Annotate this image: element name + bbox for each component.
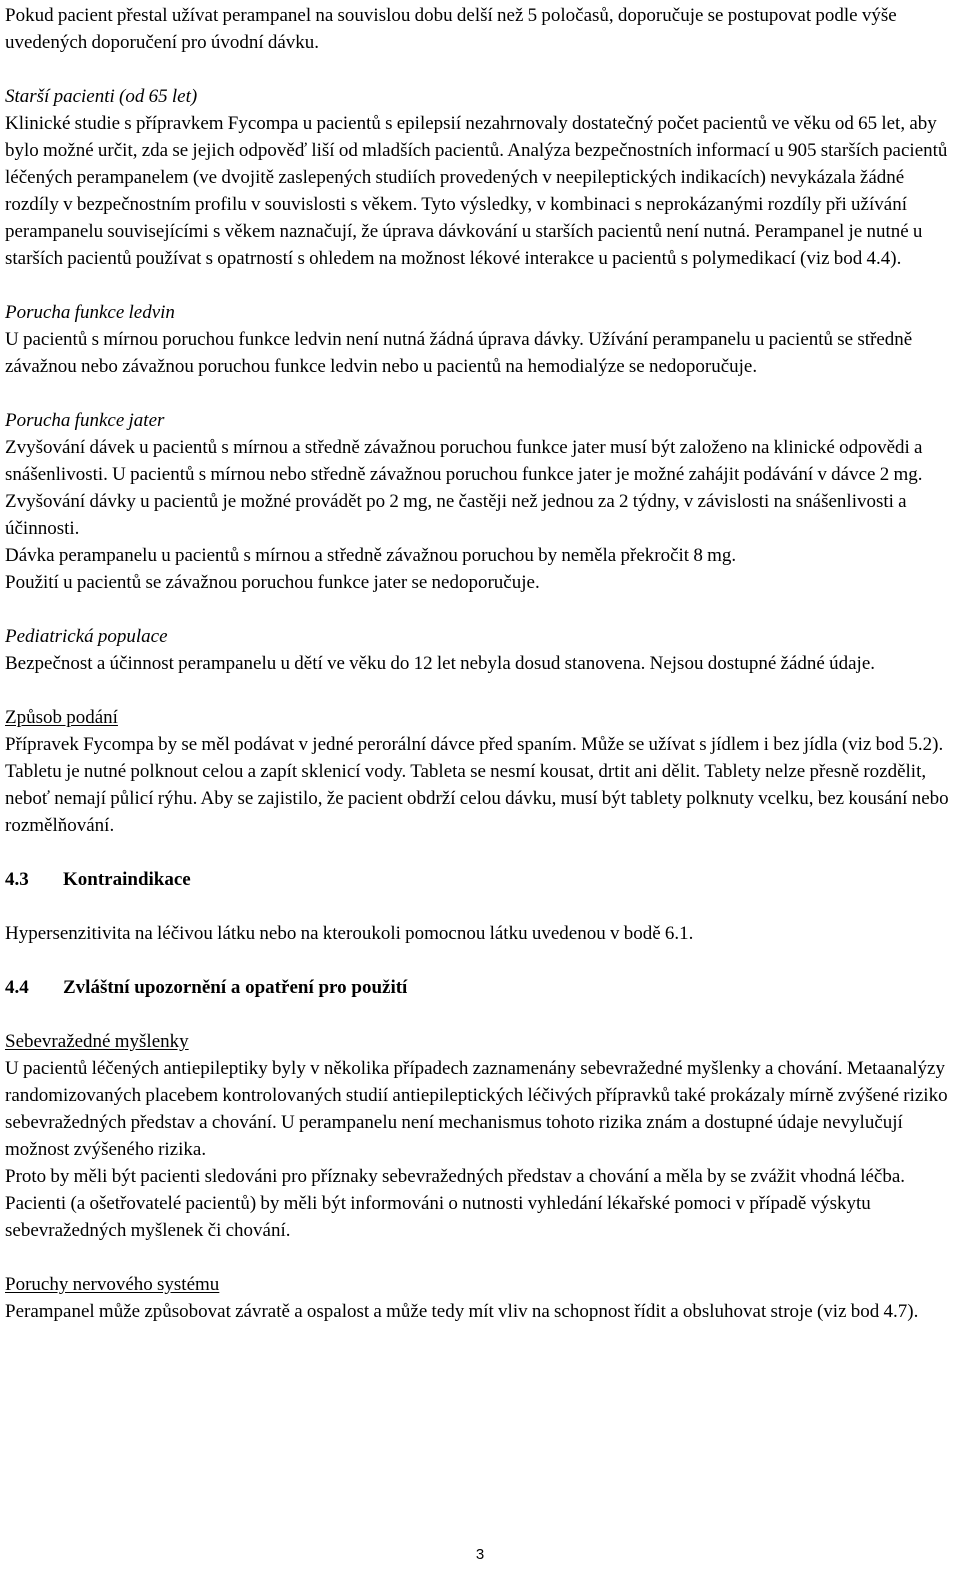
renal-heading: Porucha funkce ledvin: [5, 302, 175, 323]
pediatric-paragraph: Bezpečnost a účinnost perampanelu u dětí ve věku do 12 let nebyla dosud stanovena. Nejsou dostupné žádné údaje.: [5, 653, 875, 674]
spacer: [5, 380, 953, 407]
spacer: [5, 272, 953, 299]
hepatic-paragraph-3: Použití u pacientů se závažnou poruchou funkce jater se nedoporučuje.: [5, 572, 540, 593]
spacer: [5, 56, 953, 83]
spacer: [5, 1244, 953, 1271]
page-number: 3: [475, 1546, 485, 1563]
section-number: 4.4: [5, 977, 29, 998]
hepatic-heading: Porucha funkce jater: [5, 410, 165, 431]
section-number: 4.3: [5, 869, 29, 890]
elderly-heading: Starší pacienti (od 65 let): [5, 86, 198, 107]
spacer: [5, 947, 953, 974]
contraindication-paragraph: Hypersenzitivita na léčivou látku nebo na kteroukoli pomocnou látku uvedenou v bodě 6.1.: [5, 923, 694, 944]
section-4-3-heading: [5, 866, 953, 893]
section-title: Kontraindikace: [63, 869, 191, 890]
spacer: [5, 839, 953, 866]
suicidal-paragraph-2: Proto by měli být pacienti sledováni pro příznaky sebevražedných představ a chování a měla by se zvážit vhodná léčba. Pacienti (a ošetřovatelé pacientů) by měli být informováni o nutnosti vyhledání lékařské pomoci v případě výskytu sebevražedných myšlenek či chování.: [5, 1166, 906, 1241]
hepatic-paragraph-2: Dávka perampanelu u pacientů s mírnou a středně závažnou poruchou by neměla překročit 8 mg.: [5, 545, 737, 566]
spacer: [5, 596, 953, 623]
document-page: [5, 2, 953, 1325]
spacer: [5, 677, 953, 704]
hepatic-paragraph-1: Zvyšování dávek u pacientů s mírnou a středně závažnou poruchou funkce jater musí být založeno na klinické odpovědi a snášenlivosti. U pacientů s mírnou nebo středně závažnou poruchou funkce jater je možné zahájit podávání v dávce 2 mg. Zvyšování dávky u pacientů je možné provádět po 2 mg, ne častěji než jednou za 2 týdny, v závislosti na snášenlivosti a účinnosti.: [5, 437, 923, 539]
administration-paragraph: Přípravek Fycompa by se měl podávat v jedné perorální dávce před spaním. Může se užívat s jídlem i bez jídla (viz bod 5.2). Tabletu je nutné polknout celou a zapít sklenicí vody. Tableta se nesmí kousat, drtit ani dělit. Tablety nelze přesně rozdělit, neboť nemají půlicí rýhu. Aby se zajistilo, že pacient obdrží celou dávku, musí být tablety polknuty vcelku, bez kousání nebo rozmělňování.: [5, 734, 949, 836]
suicidal-heading: Sebevražedné myšlenky: [5, 1031, 189, 1052]
renal-paragraph: U pacientů s mírnou poruchou funkce ledvin není nutná žádná úprava dávky. Užívání perampanelu u pacientů se středně závažnou nebo závažnou poruchou funkce ledvin nebo u pacientů na hemodialýze se nedoporučuje.: [5, 329, 913, 377]
nervous-paragraph: Perampanel může způsobovat závratě a ospalost a může tedy mít vliv na schopnost řídit a obsluhovat stroje (viz bod 4.7).: [5, 1301, 919, 1322]
spacer: [5, 1001, 953, 1028]
pediatric-heading: Pediatrická populace: [5, 626, 168, 647]
administration-heading: Způsob podání: [5, 707, 118, 728]
section-title: Zvláštní upozornění a opatření pro použití: [63, 977, 408, 998]
suicidal-paragraph-1: U pacientů léčených antiepileptiky byly v několika případech zaznamenány sebevražedné myšlenky a chování. Metaanalýzy randomizovaných placebem kontrolovaných studií antiepileptických léčivých přípravků také prokázaly mírně zvýšené riziko sebevražedných představ a chování. U perampanelu není mechanismus tohoto rizika znám a dostupné údaje nevylučují možnost zvýšeného rizika.: [5, 1058, 948, 1160]
spacer: [5, 893, 953, 920]
elderly-paragraph: Klinické studie s přípravkem Fycompa u pacientů s epilepsií nezahrnovaly dostatečný počet pacientů ve věku od 65 let, aby bylo možné určit, zda se jejich odpověď liší od mladších pacientů. Analýza bezpečnostních informací u 905 starších pacientů léčených perampanelem (ve dvojitě zaslepených studiích provedených v neepileptických indikacích) nevykázala žádné rozdíly v bezpečnostním profilu v souvislosti s věkem. Tyto výsledky, v kombinaci s neprokázanými rozdíly při užívání perampanelu souvisejícími s věkem naznačují, že úprava dávkování u starších pacientů není nutná. Perampanel je nutné u starších pacientů používat s opatrností s ohledem na možnost lékové interakce u pacientů s polymedikací (viz bod 4.4).: [5, 113, 948, 269]
section-4-4-heading: [5, 974, 953, 1001]
nervous-heading: Poruchy nervového systému: [5, 1274, 220, 1295]
intro-paragraph: Pokud pacient přestal užívat perampanel na souvislou dobu delší než 5 poločasů, doporučuje se postupovat podle výše uvedených doporučení pro úvodní dávku.: [5, 5, 897, 53]
